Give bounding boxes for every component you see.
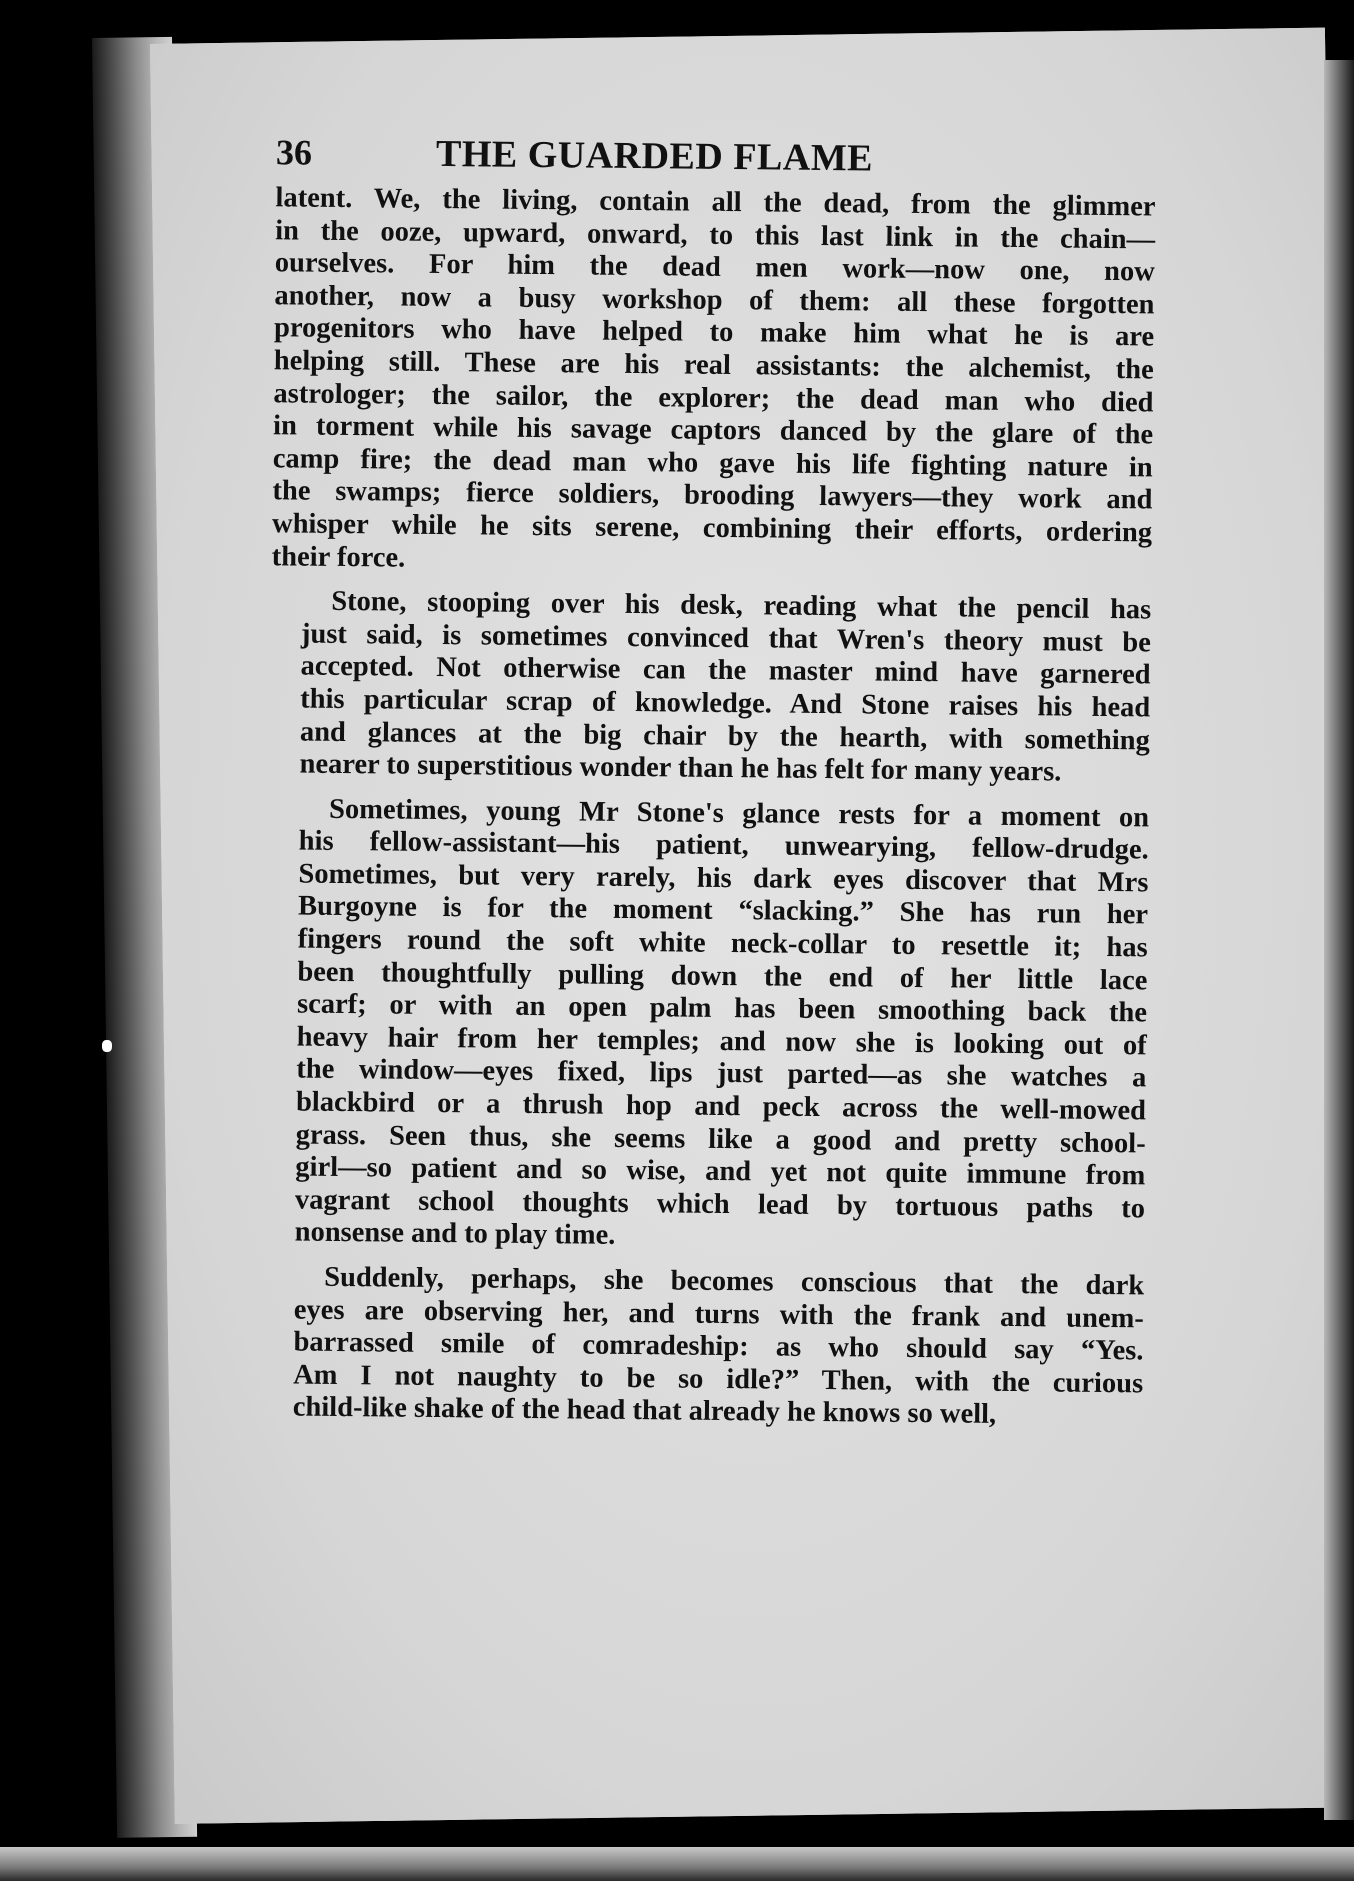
text-line: accepted. Not otherwise can the master mind have garnered: [300, 650, 1151, 691]
paragraph: [272, 182, 1156, 582]
text-line: child-like shake of the head that already he knows so well,: [292, 1391, 997, 1431]
text-line: astrologer; the sailor, the explorer; the dead man who died: [273, 377, 1154, 419]
page-content: [263, 130, 1157, 1433]
text-line: Sometimes, young Mr Stone's glance rests for a moment on: [328, 793, 1150, 834]
text-line: another, now a busy workshop of them: all these forgotten: [274, 280, 1155, 321]
text-line: progenitors who have helped to make him what he is are: [273, 312, 1155, 353]
page-header: [276, 130, 1156, 183]
text-line: vagrant school thoughts which lead by tortuous paths to: [294, 1184, 1146, 1225]
text-line: ourselves. For him the dead men work—now one, now: [274, 247, 1155, 288]
scan-speck: [102, 1040, 112, 1052]
text-line: nonsense and to play time.: [294, 1216, 616, 1252]
text-line: heavy hair from her temples; and now she is looking out of: [296, 1021, 1147, 1062]
text-line: just said, is sometimes convinced that Wren's theory must be: [300, 618, 1152, 659]
text-line: Am I not naughty to be so idle?” Then, with the curious: [293, 1359, 1144, 1400]
paragraph: [264, 793, 1149, 1259]
text-line: girl—so patient and so wise, and yet not quite immune from: [295, 1151, 1146, 1192]
paragraph: [269, 585, 1151, 790]
paragraph: [263, 1261, 1145, 1433]
text-line: Suddenly, perhaps, she becomes conscious that the dark: [324, 1261, 1145, 1302]
text-line: blackbird or a thrush hop and peck across the well-mowed: [295, 1086, 1147, 1127]
text-line: latent. We, the living, contain all the dead, from the glimmer: [275, 182, 1156, 223]
text-line: camp fire; the dead man who gave his life fighting nature in: [272, 442, 1153, 484]
text-line: their force.: [271, 540, 406, 574]
text-line: in the ooze, upward, onward, to this last link in the chain—: [275, 214, 1156, 256]
book-page: [150, 28, 1350, 1824]
text-line: the swamps; fierce soldiers, brooding lawyers—they work and: [272, 475, 1153, 516]
text-line: scarf; or with an open palm has been smoothing back the: [296, 988, 1148, 1029]
text-line: been thoughtfully pulling down the end of her little lace: [297, 956, 1148, 997]
page-number: 36: [275, 132, 313, 173]
text-line: and glances at the big chair by the hearth, with something: [299, 716, 1151, 756]
running-title: THE GUARDED FLAME: [435, 132, 874, 180]
text-line: helping still. These are his real assistants: the alchemist, the: [273, 345, 1154, 386]
text-line: the window—eyes fixed, lips just parted—as she watches a: [296, 1053, 1147, 1094]
text-line: nearer to superstitious wonder than he has felt for many years.: [299, 748, 1062, 788]
text-line: Stone, stooping over his desk, reading what the pencil has: [331, 585, 1152, 626]
page-bottom-edge: [0, 1847, 1354, 1881]
text-line: his fellow-assistant—his patient, unwearying, fellow-drudge.: [298, 825, 1149, 866]
text-line: whisper while he sits serene, combining their efforts, ordering: [271, 508, 1153, 549]
text-line: grass. Seen thus, she seems like a good and pretty school-: [295, 1119, 1146, 1160]
text-line: in torment while his savage captors danced by the glare of the: [272, 410, 1154, 451]
text-line: Burgoyne is for the moment “slacking.” She has run her: [297, 890, 1149, 931]
page-right-edge: [1324, 60, 1354, 1820]
text-line: fingers round the soft white neck-collar to resettle it; has: [297, 923, 1148, 964]
text-line: barrassed smile of comradeship: as who should say “Yes.: [293, 1326, 1144, 1367]
text-line: Sometimes, but very rarely, his dark eyes discover that Mrs: [298, 858, 1149, 899]
body-text: [263, 182, 1156, 1433]
text-line: this particular scrap of knowledge. And Stone raises his head: [300, 683, 1151, 724]
text-line: eyes are observing her, and turns with the frank and unem-: [293, 1294, 1144, 1334]
